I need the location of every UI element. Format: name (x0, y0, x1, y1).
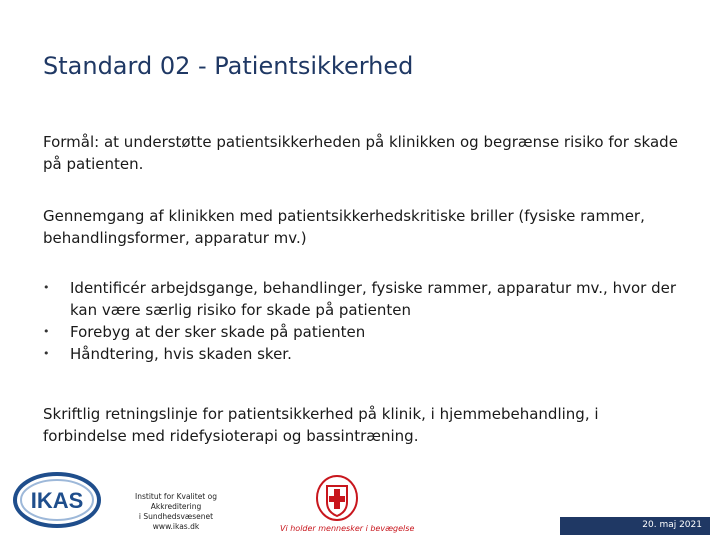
guideline-paragraph: Skriftlig retningslinje for patientsikkerhed på klinik, i hjemmebehandling, i forbindelse med ridefysioterapi og bassintræning. (43, 405, 599, 445)
bullet-item (43, 343, 683, 365)
bullet-marker: • (43, 281, 50, 294)
purpose-paragraph: Formål: at understøtte patientsikkerheden på klinikken og begrænse risiko for skade på patienten. (43, 133, 678, 173)
ikas-logo-text: IKAS (30, 488, 84, 513)
bullet-item (43, 277, 683, 321)
bullet-text: Identificér arbejdsgange, behandlinger, fysiske rammer, apparatur mv., hvor der kan være særlig risiko for skade på patienten (70, 279, 676, 319)
bullet-text: Håndtering, hvis skaden sker. (70, 345, 292, 363)
institution-subtitle: i Sundhedsvæsenet (138, 512, 214, 521)
institution-website: www.ikas.dk (152, 522, 200, 531)
physio-association-logo (315, 474, 359, 522)
bullet-marker: • (43, 325, 50, 338)
date-bar (560, 517, 710, 535)
slide-title: Standard 02 - Patientsikkerhed (43, 52, 414, 80)
ikas-logo (12, 470, 102, 530)
date-label: 20. maj 2021 (642, 520, 702, 530)
tagline: Vi holder mennesker i bevægelse (280, 524, 415, 533)
bullet-text: Forebyg at der sker skade på patienten (70, 323, 366, 341)
bullet-list (43, 277, 683, 365)
bullet-item (43, 321, 683, 343)
review-paragraph: Gennemgang af klinikken med patientsikkerhedskritiske briller (fysiske rammer, behandlingsformer, apparatur mv.) (43, 207, 645, 247)
bullet-marker: • (43, 347, 50, 360)
institution-info (116, 492, 236, 532)
institution-name: Institut for Kvalitet og Akkreditering (135, 492, 217, 511)
